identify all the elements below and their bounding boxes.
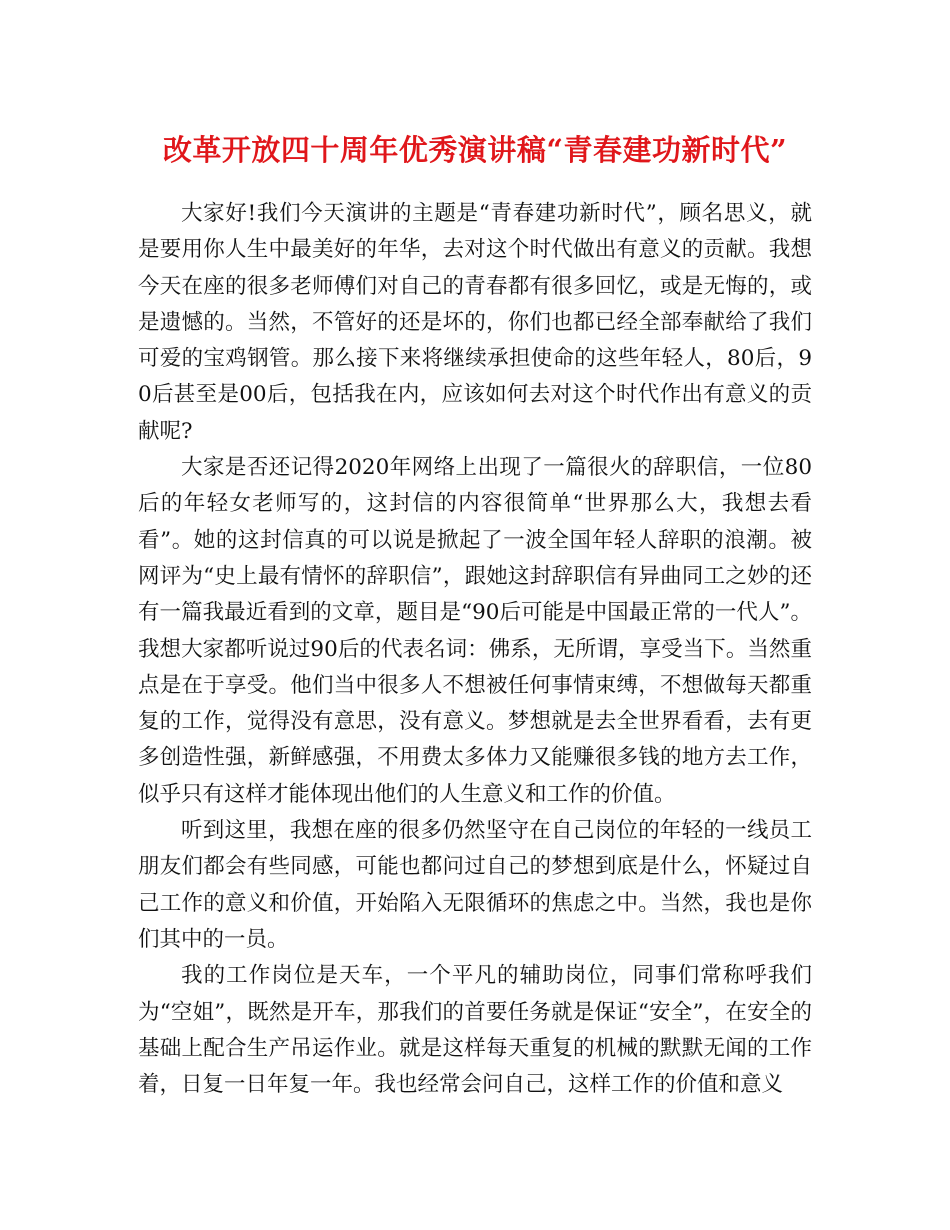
paragraph: 听到这里，我想在座的很多仍然坚守在自己岗位的年轻的一线员工朋友们都会有些同感，可能也都问过自己的梦想到底是什么，怀疑过自己工作的意义和价值，开始陷入无限循环的焦虑之中。当然，我也是你们其中的一员。 <box>138 818 812 952</box>
paragraph: 大家好!我们今天演讲的主题是“青春建功新时代”，顾名思义，就是要用你人生中最美好的年华，去对这个时代做出有意义的贡献。我想今天在座的很多老师傅们对自己的青春都有很多回忆，或是无悔的，或是遗憾的。当然，不管好的还是坏的，你们也都已经全部奉献给了我们可爱的宝鸡钢管。那么接下来将继续承担使命的这些年轻人，80后，90后甚至是00后，包括我在内，应该如何去对这个时代作出有意义的贡献呢? <box>138 201 812 444</box>
paragraph: 我的工作岗位是天车，一个平凡的辅助岗位，同事们常称呼我们为“空姐”，既然是开车，那我们的首要任务就是保证“安全”，在安全的基础上配合生产吊运作业。就是这样每天重复的机械的默默无闻的工作着，日复一日年复一年。我也经常会问自己，这样工作的价值和意义 <box>138 963 812 1098</box>
paragraph: 大家是否还记得2020年网络上出现了一篇很火的辞职信，一位80后的年轻女老师写的，这封信的内容很简单“世界那么大，我想去看看”。她的这封信真的可以说是掀起了一波全国年轻人辞职的浪潮。被网评为“史上最有情怀的辞职信”，跟她这封辞职信有异曲同工之妙的还有一篇我最近看到的文章，题目是“90后可能是中国最正常的一代人”。我想大家都听说过90后的代表名词：佛系，无所谓，享受当下。当然重点是在于享受。他们当中很多人不想被任何事情束缚，不想做每天都重复的工作，觉得没有意思，没有意义。梦想就是去全世界看看，去有更多创造性强，新鲜感强，不用费太多体力又能赚很多钱的地方去工作，似乎只有这样才能体现出他们的人生意义和工作的价值。 <box>138 455 812 807</box>
document-title: 改革开放四十周年优秀演讲稿“青春建功新时代” <box>162 133 788 167</box>
document-body <box>138 196 812 1103</box>
